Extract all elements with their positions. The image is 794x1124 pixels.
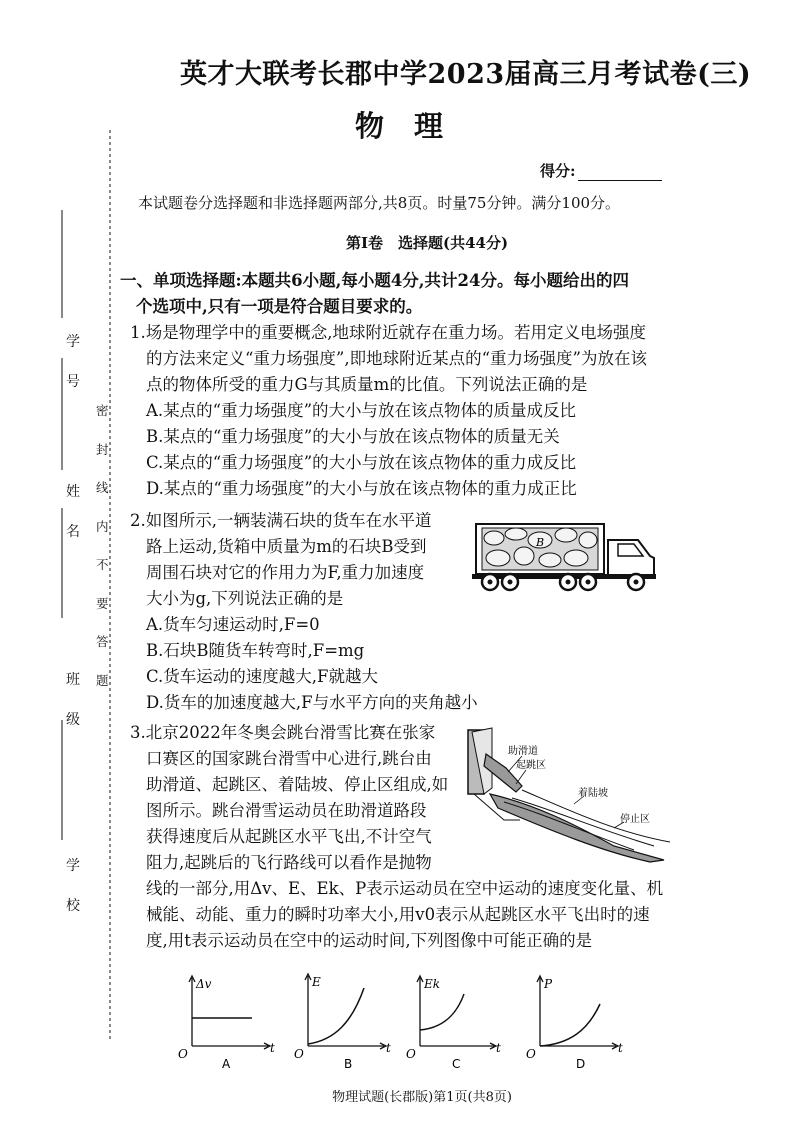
q1-option-b: B.某点的“重力场强度”的大小与放在该点物体的质量无关 bbox=[146, 427, 560, 446]
margin-seal-text: 密封线内不要答题 bbox=[96, 403, 109, 688]
graph-b-origin: O bbox=[294, 1047, 304, 1061]
graph-b bbox=[290, 968, 400, 1074]
graph-c-origin: O bbox=[406, 1047, 416, 1061]
graph-d-caption: D bbox=[576, 1057, 586, 1071]
q3-line-1: 3.北京2022年冬奥会跳台滑雪比赛在张家 bbox=[130, 723, 436, 742]
q2-option-d: D.货车的加速度越大,F与水平方向的夹角越小 bbox=[146, 693, 478, 712]
margin-field-name: 姓名 bbox=[66, 484, 80, 540]
q3-line-7: 线的一部分,用Δv、E、Ek、P表示运动员在空中运动的速度变化量、机 bbox=[146, 879, 664, 898]
graph-b-ylabel: E bbox=[312, 975, 321, 989]
margin-field-student-id: 学号 bbox=[66, 334, 80, 390]
q2-option-c: C.货车运动的速度越大,F就越大 bbox=[146, 667, 378, 686]
graph-d-xlabel: t bbox=[618, 1041, 623, 1055]
q1-line-1: 1.场是物理学中的重要概念,地球附近就存在重力场。若用定义电场强度 bbox=[130, 323, 646, 342]
ski-label-outrun: 停止区 bbox=[620, 814, 650, 825]
graph-b-curve bbox=[308, 988, 364, 1044]
q3-line-3: 助滑道、起跳区、着陆坡、停止区组成,如 bbox=[146, 775, 449, 794]
graph-a-xlabel: t bbox=[270, 1041, 275, 1055]
graph-c-curve bbox=[420, 994, 464, 1030]
ski-label-takeoff: 起跳区 bbox=[516, 760, 546, 771]
subject-title: 物理 bbox=[355, 109, 474, 143]
part1-line-1: 一、单项选择题:本题共6小题,每小题4分,共计24分。每小题给出的四 bbox=[120, 271, 630, 290]
q3-line-8: 械能、动能、重力的瞬时功率大小,用v0表示从起跳区水平飞出时的速 bbox=[146, 905, 650, 924]
graph-d-origin: O bbox=[526, 1047, 536, 1061]
q3-line-4: 图所示。跳台滑雪运动员在助滑道路段 bbox=[146, 801, 427, 820]
q1-option-a: A.某点的“重力场强度”的大小与放在该点物体的质量成反比 bbox=[146, 401, 577, 420]
margin-lines bbox=[0, 0, 130, 1124]
q3-line-2: 口赛区的国家跳台滑雪中心进行,跳台由 bbox=[146, 749, 432, 768]
score-label: 得分: bbox=[540, 162, 576, 180]
graph-a-caption: A bbox=[222, 1057, 231, 1071]
question-1 bbox=[130, 320, 647, 502]
q2-line-3: 周围石块对它的作用力为F,重力加速度 bbox=[146, 563, 425, 582]
graph-d-ylabel: P bbox=[544, 977, 553, 991]
q3-line-5: 获得速度后从起跳区水平飞出,不计空气 bbox=[146, 827, 432, 846]
score-blank bbox=[578, 168, 662, 181]
q2-option-b: B.石块B随货车转弯时,F=mg bbox=[146, 641, 365, 660]
q2-line-4: 大小为g,下列说法正确的是 bbox=[146, 589, 344, 608]
q2-line-2: 路上运动,货箱中质量为m的石块B受到 bbox=[146, 537, 427, 556]
q1-option-c: C.某点的“重力场强度”的大小与放在该点物体的重力成反比 bbox=[146, 453, 577, 472]
page-footer: 物理试题(长郡版)第1页(共8页) bbox=[332, 1090, 512, 1105]
q1-option-d: D.某点的“重力场强度”的大小与放在该点物体的重力成正比 bbox=[146, 479, 577, 498]
q1-line-3: 点的物体所受的重力G与其质量m的比值。下列说法正确的是 bbox=[146, 375, 588, 394]
graph-c-xlabel: t bbox=[496, 1041, 501, 1055]
q3-line-6: 阻力,起跳后的飞行路线可以看作是抛物 bbox=[146, 853, 432, 872]
graph-a bbox=[172, 968, 282, 1074]
section-title: 第Ⅰ卷 选择题(共44分) bbox=[345, 234, 509, 252]
q3-line-9: 度,用t表示运动员在空中的运动时间,下列图像中可能正确的是 bbox=[146, 931, 593, 950]
part1-block bbox=[120, 268, 629, 320]
q1-line-2: 的方法来定义“重力场强度”,即地球附近某点的“重力场强度”为放在该 bbox=[146, 349, 647, 368]
graph-a-origin: O bbox=[178, 1047, 188, 1061]
q2-option-a: A.货车匀速运动时,F=0 bbox=[146, 615, 320, 634]
graph-b-xlabel: t bbox=[386, 1041, 391, 1055]
score-field bbox=[540, 160, 662, 181]
margin-field-class: 班级 bbox=[66, 672, 80, 728]
margin-field-school: 学校 bbox=[66, 858, 80, 914]
graph-c-ylabel: Ek bbox=[424, 977, 441, 991]
graph-b-caption: B bbox=[344, 1057, 353, 1071]
truck-figure bbox=[468, 518, 668, 598]
question-2 bbox=[130, 508, 478, 716]
graph-c-caption: C bbox=[452, 1057, 461, 1071]
exam-intro: 本试题卷分选择题和非选择题两部分,共8页。时量75分钟。满分100分。 bbox=[138, 194, 621, 212]
ski-label-landing: 着陆坡 bbox=[578, 788, 608, 799]
graph-d-curve bbox=[540, 1004, 600, 1046]
graph-a-ylabel: Δv bbox=[196, 977, 212, 991]
exam-title: 英才大联考长郡中学2023届高三月考试卷(三) bbox=[180, 59, 752, 90]
truck-label-b: B bbox=[536, 536, 545, 549]
part1-line-2: 个选项中,只有一项是符合题目要求的。 bbox=[136, 297, 423, 316]
ski-jump-figure bbox=[464, 724, 670, 864]
q2-line-1: 2.如图所示,一辆装满石块的货车在水平道 bbox=[130, 511, 432, 530]
graph-d bbox=[522, 968, 632, 1074]
ski-label-inrun: 助滑道 bbox=[508, 746, 538, 757]
graph-c bbox=[404, 968, 514, 1074]
